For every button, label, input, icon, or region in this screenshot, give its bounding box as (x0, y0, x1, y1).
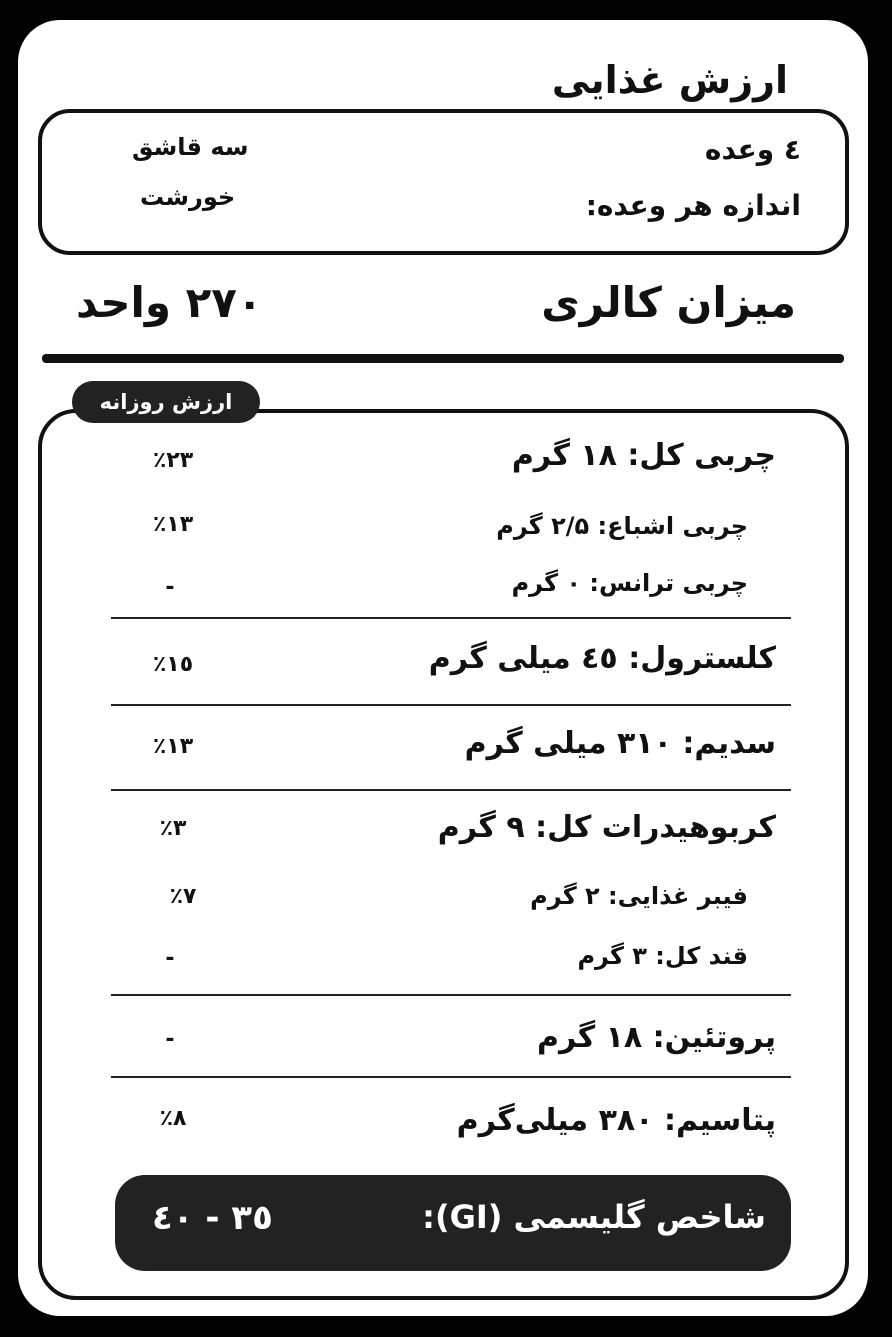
serving-size-amount: سه قاشق (132, 133, 249, 161)
percent-potassium: ٪۸ (159, 1106, 187, 1131)
serving-size-type: خورشت (140, 183, 236, 211)
row-divider (111, 789, 791, 791)
nutrition-card (18, 20, 868, 1316)
row-divider (111, 1076, 791, 1078)
percent-trans-fat: - (165, 575, 175, 600)
daily-values-box (38, 409, 849, 1300)
nutrient-potassium: پتاسیم: ۳۸۰ میلی‌گرم (456, 1103, 776, 1138)
percent-total-fat: ٪۲۳ (152, 448, 194, 473)
percent-cholesterol: ٪۱٥ (152, 652, 194, 677)
glycemic-index-value: ٤۰ - ۳٥ (152, 1198, 273, 1238)
row-divider (111, 994, 791, 996)
row-divider (111, 704, 791, 706)
servings-count: ٤ وعده (704, 133, 801, 166)
percent-saturated-fat: ٪۱۳ (152, 512, 194, 537)
nutrient-saturated-fat: چربی اشباع: ۲/۵ گرم (496, 512, 748, 540)
nutrient-dietary-fiber: فیبر غذایی: ۲ گرم (530, 882, 748, 910)
nutrient-trans-fat: چربی ترانس: ۰ گرم (511, 569, 748, 597)
row-divider (111, 617, 791, 619)
calories-divider (42, 354, 844, 363)
nutrient-total-carbohydrate: کربوهیدرات کل: ۹ گرم (437, 810, 776, 845)
nutrient-total-fat: چربی کل: ۱۸ گرم (511, 438, 776, 473)
percent-protein: - (165, 1027, 175, 1052)
nutrient-total-sugars: قند کل: ۳ گرم (577, 942, 748, 970)
daily-value-badge: ارزش روزانه (72, 381, 260, 423)
glycemic-index-label: شاخص گلیسمی (GI): (422, 1198, 766, 1236)
percent-dietary-fiber: ٪۷ (169, 884, 197, 909)
nutrient-protein: پروتئین: ۱۸ گرم (537, 1020, 776, 1055)
page-title: ارزش غذایی (551, 58, 788, 102)
calories-value: ۲۷۰ واحد (76, 278, 263, 327)
percent-total-carbohydrate: ٪۳ (159, 816, 187, 841)
nutrient-cholesterol: کلسترول: ٤٥ میلی گرم (428, 641, 776, 676)
percent-total-sugars: - (165, 946, 175, 971)
serving-info-box (38, 109, 849, 255)
nutrient-sodium: سدیم: ۳۱۰ میلی گرم (464, 726, 776, 761)
serving-size-label: اندازه هر وعده: (585, 189, 801, 222)
calories-label: میزان کالری (541, 278, 796, 327)
percent-sodium: ٪۱۳ (152, 734, 194, 759)
